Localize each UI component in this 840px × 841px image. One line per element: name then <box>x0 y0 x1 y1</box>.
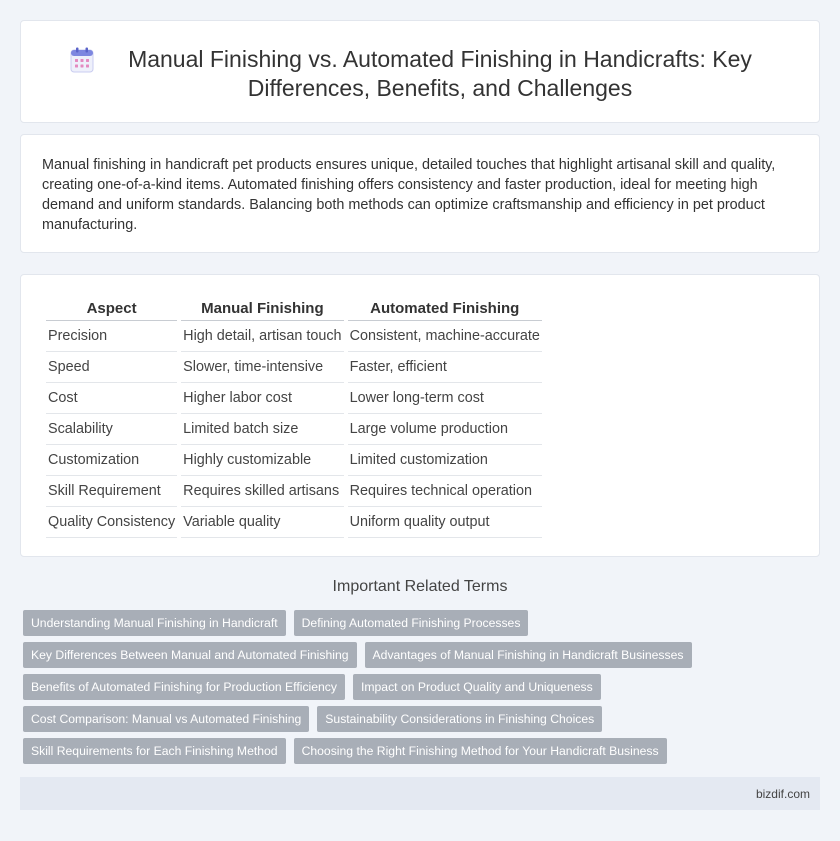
tag-row <box>23 738 667 764</box>
table-cell: Requires technical operation <box>348 476 542 507</box>
page-title: Manual Finishing vs. Automated Finishing in Handicrafts: Key Differences, Benefits, and Challenges <box>128 46 752 101</box>
table-cell: Lower long-term cost <box>348 383 542 414</box>
related-term-link[interactable]: Key Differences Between Manual and Automated Finishing <box>23 642 357 668</box>
table-cell: Limited customization <box>348 445 542 476</box>
column-header-manual: Manual Finishing <box>181 295 343 321</box>
tag-row <box>23 706 602 732</box>
related-term-link[interactable]: Understanding Manual Finishing in Handicraft <box>23 610 286 636</box>
tag-row <box>23 642 692 668</box>
header-card <box>20 20 820 123</box>
table-row <box>46 383 542 414</box>
table-cell: Precision <box>46 321 177 352</box>
related-term-link[interactable]: Advantages of Manual Finishing in Handicraft Businesses <box>365 642 692 668</box>
related-term-link[interactable]: Benefits of Automated Finishing for Production Efficiency <box>23 674 345 700</box>
table-row <box>46 507 542 538</box>
related-term-link[interactable]: Impact on Product Quality and Uniqueness <box>353 674 601 700</box>
table-cell: Consistent, machine-accurate <box>348 321 542 352</box>
table-cell: Uniform quality output <box>348 507 542 538</box>
table-row <box>46 476 542 507</box>
related-term-link[interactable]: Sustainability Considerations in Finishing Choices <box>317 706 602 732</box>
table-cell: Cost <box>46 383 177 414</box>
table-cell: Large volume production <box>348 414 542 445</box>
comparison-card <box>20 274 820 557</box>
table-row <box>46 414 542 445</box>
comparison-table <box>42 295 546 538</box>
related-term-link[interactable]: Skill Requirements for Each Finishing Method <box>23 738 286 764</box>
tag-row <box>23 610 528 636</box>
table-cell: Highly customizable <box>181 445 343 476</box>
table-cell: Scalability <box>46 414 177 445</box>
related-terms-heading: Important Related Terms <box>332 578 508 595</box>
table-header-row <box>46 295 542 321</box>
tag-row <box>23 674 601 700</box>
table-cell: Limited batch size <box>181 414 343 445</box>
intro-paragraph: Manual finishing in handicraft pet products ensures unique, detailed touches that highlight artisanal skill and quality, creating one-of-a-kind items. Automated finishing offers consistency and faster production, ideal for meeting high demand and uniform standards. Balancing both methods can optimize craftsmanship and efficiency in pet product manufacturing. <box>42 157 776 233</box>
related-term-link[interactable]: Defining Automated Finishing Processes <box>294 610 529 636</box>
table-cell: Faster, efficient <box>348 352 542 383</box>
table-cell: Quality Consistency <box>46 507 177 538</box>
table-row <box>46 321 542 352</box>
column-header-automated: Automated Finishing <box>348 295 542 321</box>
footer-brand-link[interactable]: bizdif.com <box>755 787 810 801</box>
table-row <box>46 352 542 383</box>
table-row <box>46 445 542 476</box>
table-cell: Higher labor cost <box>181 383 343 414</box>
related-term-link[interactable]: Choosing the Right Finishing Method for Your Handicraft Business <box>294 738 667 764</box>
table-cell: Requires skilled artisans <box>181 476 343 507</box>
table-cell: Customization <box>46 445 177 476</box>
table-cell: Speed <box>46 352 177 383</box>
table-cell: High detail, artisan touch <box>181 321 343 352</box>
table-cell: Variable quality <box>181 507 343 538</box>
table-cell: Slower, time-intensive <box>181 352 343 383</box>
related-term-link[interactable]: Cost Comparison: Manual vs Automated Finishing <box>23 706 309 732</box>
intro-card <box>20 134 820 253</box>
table-cell: Skill Requirement <box>46 476 177 507</box>
column-header-aspect: Aspect <box>46 295 177 321</box>
calendar-icon <box>70 47 94 73</box>
footer <box>20 777 820 810</box>
